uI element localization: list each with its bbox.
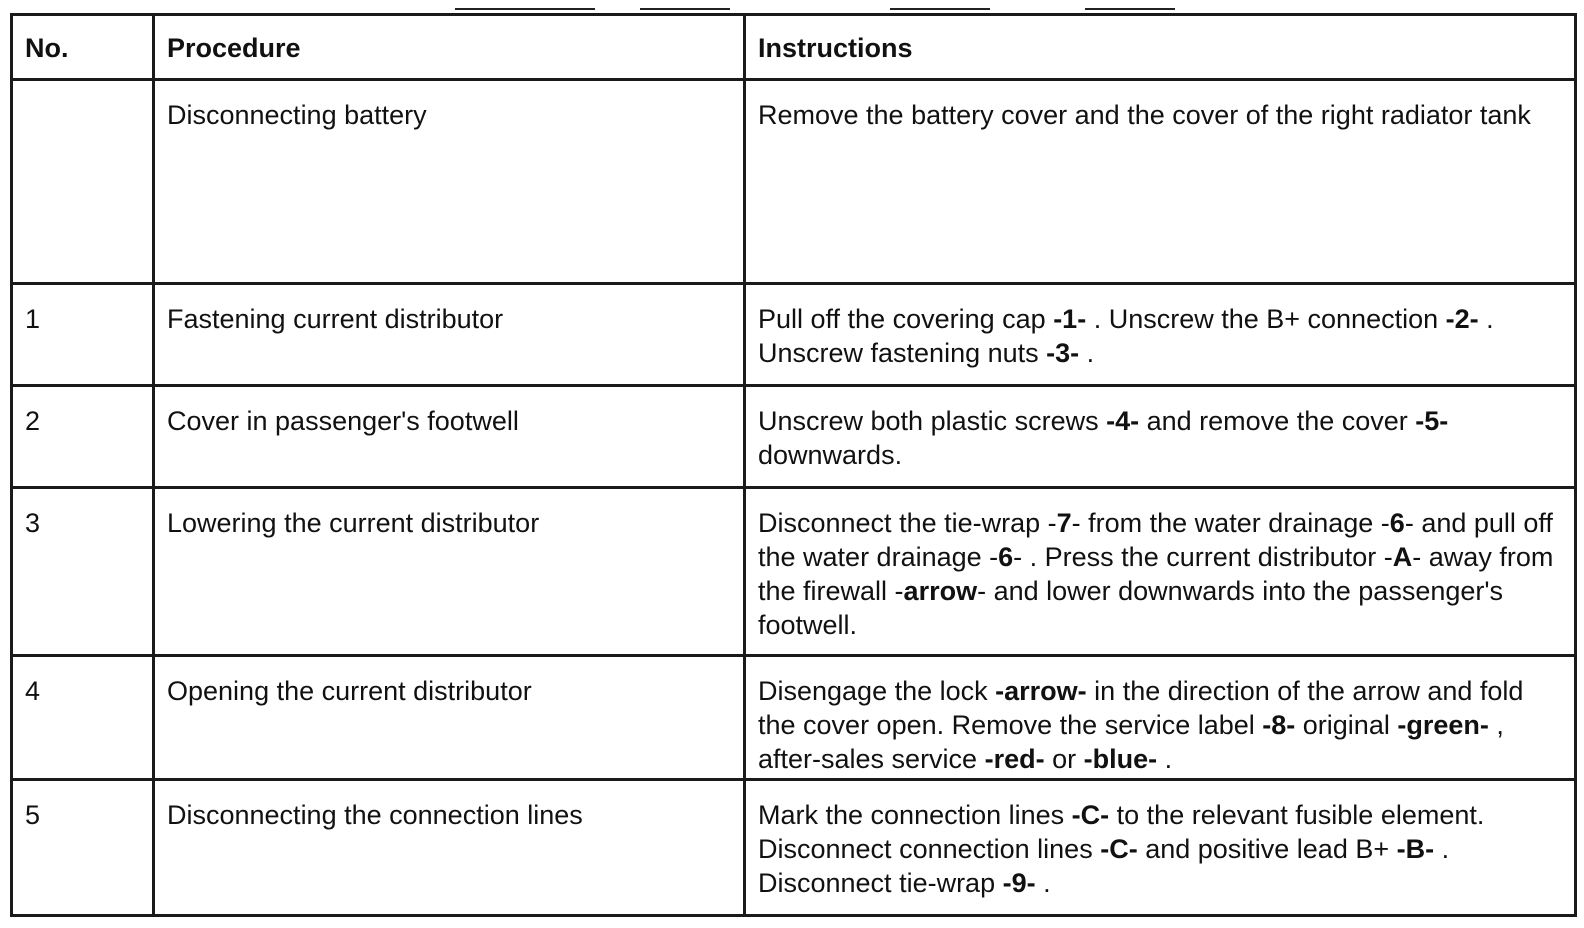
emphasis-text: -9- bbox=[1002, 868, 1036, 898]
table-row bbox=[12, 656, 1576, 780]
step-number: 5 bbox=[12, 780, 154, 916]
table-row bbox=[12, 488, 1576, 656]
emphasis-text: -arrow- bbox=[995, 676, 1087, 706]
step-number: 3 bbox=[12, 488, 154, 656]
emphasis-text: A bbox=[1392, 542, 1413, 572]
emphasis-text: -B- bbox=[1396, 834, 1435, 864]
instructions-cell: Disengage the lock -arrow- in the direction of the arrow and fold the cover open. Remove the service label -8- original -green- , after-sales service -red- or -blue- . bbox=[745, 656, 1576, 780]
emphasis-text: -5- bbox=[1415, 406, 1449, 436]
page-edge-mark bbox=[640, 8, 730, 10]
step-number: 1 bbox=[12, 284, 154, 386]
procedure-cell: Lowering the current distributor bbox=[154, 488, 745, 656]
procedure-cell: Fastening current distributor bbox=[154, 284, 745, 386]
table-header-row bbox=[12, 15, 1576, 80]
page-edge-mark bbox=[890, 8, 990, 10]
emphasis-text: -green- bbox=[1397, 710, 1489, 740]
instructions-cell: Disconnect the tie-wrap -7- from the water drainage -6- and pull off the water drainage -6- . Press the current distributor -A- away from the firewall -arrow- and lower downwards into the passenger's footwell. bbox=[745, 488, 1576, 656]
emphasis-text: -3- bbox=[1046, 338, 1080, 368]
emphasis-text: 6 bbox=[1389, 508, 1405, 538]
instructions-cell: Unscrew both plastic screws -4- and remove the cover -5- downwards. bbox=[745, 386, 1576, 488]
instructions-cell: Pull off the covering cap -1- . Unscrew the B+ connection -2- . Unscrew fastening nuts -3- . bbox=[745, 284, 1576, 386]
emphasis-text: -2- bbox=[1445, 304, 1479, 334]
table-row bbox=[12, 284, 1576, 386]
step-number: 4 bbox=[12, 656, 154, 780]
emphasis-text: -C- bbox=[1100, 834, 1138, 864]
procedure-cell: Cover in passenger's footwell bbox=[154, 386, 745, 488]
emphasis-text: 6 bbox=[998, 542, 1014, 572]
step-number: 2 bbox=[12, 386, 154, 488]
emphasis-text: -1- bbox=[1053, 304, 1087, 334]
table-row bbox=[12, 80, 1576, 284]
step-number bbox=[12, 80, 154, 284]
emphasis-text: -red- bbox=[984, 744, 1045, 774]
table-row bbox=[12, 386, 1576, 488]
emphasis-text: -blue- bbox=[1083, 744, 1158, 774]
emphasis-text: -8- bbox=[1262, 710, 1296, 740]
procedure-cell: Disconnecting the connection lines bbox=[154, 780, 745, 916]
header-procedure: Procedure bbox=[154, 15, 745, 80]
header-instructions: Instructions bbox=[745, 15, 1576, 80]
instructions-cell: Remove the battery cover and the cover of the right radiator tank bbox=[745, 80, 1576, 284]
emphasis-text: -C- bbox=[1071, 800, 1110, 830]
emphasis-text: arrow bbox=[903, 576, 978, 606]
page-edge-mark bbox=[1085, 8, 1175, 10]
procedure-table bbox=[10, 13, 1577, 917]
procedure-cell: Opening the current distributor bbox=[154, 656, 745, 780]
page-edge-mark bbox=[455, 8, 595, 10]
instructions-cell: Mark the connection lines -C- to the relevant fusible element. Disconnect connection lines -C- and positive lead B+ -B- . Disconnect tie-wrap -9- . bbox=[745, 780, 1576, 916]
table-row bbox=[12, 780, 1576, 916]
header-no: No. bbox=[12, 15, 154, 80]
procedure-cell: Disconnecting battery bbox=[154, 80, 745, 284]
emphasis-text: -4- bbox=[1106, 406, 1140, 436]
emphasis-text: 7 bbox=[1056, 508, 1072, 538]
